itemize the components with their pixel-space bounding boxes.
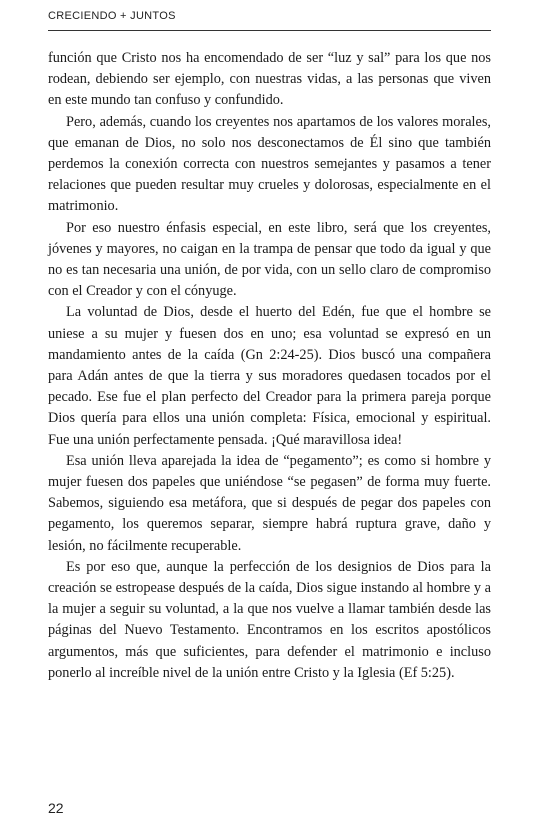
paragraph: Es por eso que, aunque la perfección de los designios de Dios para la creación se estropease después de la caída, Dios sigue instando al hombre y a la mujer a seguir su voluntad, a la que nos vuelve a llamar también desde las páginas del Nuevo Testamento. Encontramos en los escritos apostólicos argumentos, más que suficientes, para defender el matrimonio e incluso ponerlo al increíble nivel de la unión entre Cristo y la Iglesia (Ef 5:25). xyxy=(48,558,491,681)
paragraph: Por eso nuestro énfasis especial, en este libro, será que los creyentes, jóvenes y mayores, no caigan en la trampa de pensar que todo da igual y que no es tan necesaria una unión, de por vida, con un sello claro de compromiso con el Creador y con el cónyuge. xyxy=(48,219,491,300)
header-rule xyxy=(48,30,491,31)
page-number: 22 xyxy=(48,800,64,816)
paragraph: La voluntad de Dios, desde el huerto del Edén, fue que el hombre se uniese a su mujer y fuesen dos en uno; esa voluntad se expresó en un mandamiento antes de la caída (Gn 2:24-25). Dios buscó una compañera para Adán antes de que la tierra y sus moradores quedasen tocados por el pecado. Ese fue el plan perfecto del Creador para la primera pareja porque Dios quería para ellos una unión completa: Física, emocional y espiritual. Fue una unión perfectamente pensada. ¡Qué maravillosa idea! xyxy=(48,304,491,448)
body-text xyxy=(48,48,491,684)
paragraph: Pero, además, cuando los creyentes nos apartamos de los valores morales, que emanan de Dios, no solo nos desconectamos de Él sino que también perdemos la conexión correcta con nuestros semejantes y pasamos a tener relaciones que pueden resultar muy crueles y dolorosas, especialmente en el matrimonio. xyxy=(48,113,491,215)
paragraph: función que Cristo nos ha encomendado de ser “luz y sal” para los que nos rodean, debiendo ser ejemplo, con nuestras vidas, a las personas que viven en este mundo tan confuso y confundido. xyxy=(48,50,491,109)
running-header: CRECIENDO + JUNTOS xyxy=(48,10,176,22)
paragraph: Esa unión lleva aparejada la idea de “pegamento”; es como si hombre y mujer fuesen dos papeles que uniéndose “se pegasen” de forma muy fuerte. Sabemos, siguiendo esa metáfora, que si después de pegar dos papeles con pegamento, los queremos separar, siempre habrá ruptura grave, daño y lesión, no fácilmente recuperable. xyxy=(48,452,491,554)
